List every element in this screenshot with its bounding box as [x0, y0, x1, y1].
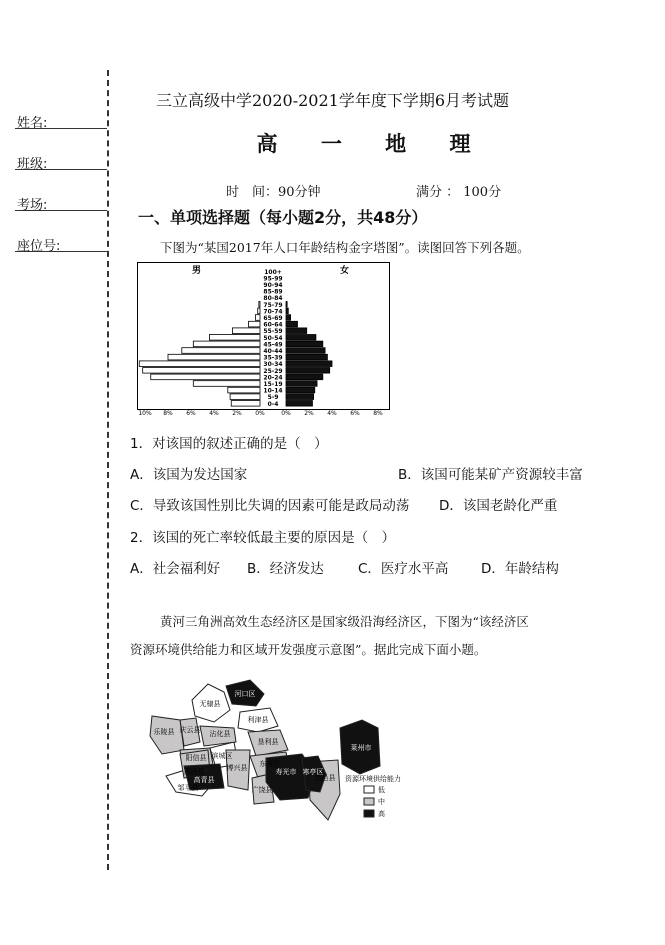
legend-title: 资源环境供给能力	[345, 775, 401, 783]
svg-text:高: 高	[378, 810, 385, 818]
name-label: 姓名:	[17, 116, 48, 131]
age-group-label: 50-54	[263, 334, 283, 342]
male-bar	[182, 348, 260, 354]
male-bar	[258, 308, 260, 314]
female-bar	[286, 368, 330, 374]
svg-text:高青县: 高青县	[193, 776, 215, 784]
age-group-label: 25-29	[263, 367, 283, 375]
age-group-label: 5-9	[267, 394, 279, 402]
population-pyramid	[137, 262, 392, 420]
female-label: 女	[340, 266, 350, 276]
age-group-label: 40-44	[263, 348, 283, 355]
female-bar	[286, 321, 298, 327]
class-field[interactable]	[15, 169, 107, 170]
q1-option-a[interactable]: A．该国为发达国家	[130, 467, 248, 483]
binding-line	[107, 70, 109, 870]
exam-title: 三立高级中学2020-2021学年度下学期6月考试题	[155, 91, 510, 110]
male-bar	[255, 315, 260, 321]
female-bar	[286, 341, 323, 347]
svg-text:寒亭区: 寒亭区	[302, 768, 324, 776]
svg-text:广饶县: 广饶县	[251, 786, 273, 794]
svg-text:邹平县: 邹平县	[177, 784, 199, 792]
male-tick-label: 4%	[209, 410, 219, 417]
male-bar	[143, 368, 260, 374]
svg-text:博兴县: 博兴县	[226, 764, 248, 772]
svg-text:垦利县: 垦利县	[257, 738, 279, 746]
svg-text:寿光市: 寿光市	[275, 768, 297, 776]
svg-text:庆云县: 庆云县	[179, 726, 201, 734]
svg-text:莱州市: 莱州市	[350, 744, 372, 752]
exam-room-label: 考场:	[17, 198, 48, 213]
female-bar	[286, 354, 327, 360]
svg-text:阳信县: 阳信县	[185, 754, 207, 762]
female-bar	[286, 394, 314, 400]
female-tick-label: 2%	[304, 410, 314, 417]
question-2: 2．该国的死亡率较低最主要的原因是（ ）	[130, 530, 396, 546]
female-tick-label: 6%	[350, 410, 360, 417]
exam-score: 满分 ： 100分	[416, 185, 502, 200]
female-tick-label: 4%	[327, 410, 337, 417]
svg-text:沾化县: 沾化县	[209, 730, 231, 738]
svg-text:无棣县: 无棣县	[199, 700, 221, 708]
q2-option-a[interactable]: A．社会福利好	[130, 561, 221, 577]
exam-time: 时 间：90分钟	[226, 185, 321, 200]
age-group-label: 35-39	[263, 354, 283, 362]
male-tick-label: 8%	[163, 410, 173, 417]
map-legend	[364, 786, 385, 818]
female-bar	[286, 348, 325, 354]
age-group-label: 70-74	[263, 308, 283, 316]
svg-text:昌邑县: 昌邑县	[314, 774, 336, 782]
economic-zone-map	[140, 670, 420, 830]
female-bar	[286, 374, 323, 380]
female-bar	[286, 361, 332, 367]
female-tick-label: 0%	[281, 410, 291, 417]
male-bar	[259, 302, 260, 308]
question-1: 1．对该国的叙述正确的是（ ）	[130, 436, 328, 452]
male-bar	[139, 361, 260, 367]
female-bar	[286, 308, 288, 314]
male-tick-label: 0%	[255, 410, 265, 417]
age-group-label: 75-79	[263, 301, 283, 309]
svg-text:滨城区: 滨城区	[211, 752, 233, 760]
svg-text:乐陵县: 乐陵县	[153, 728, 175, 736]
subject-title: 高 一 地 理	[256, 131, 489, 156]
age-group-label: 65-69	[263, 315, 283, 322]
male-bar	[168, 354, 260, 360]
age-group-label: 55-59	[263, 328, 283, 336]
age-group-label: 20-24	[263, 374, 283, 382]
map-intro-line1: 黄河三角洲高效生态经济区是国家级沿海经济区，下图为“该经济区	[160, 614, 529, 629]
male-bar	[151, 374, 260, 380]
male-bar	[228, 387, 260, 393]
age-group-label: 95-99	[263, 275, 283, 283]
male-bar	[249, 321, 261, 327]
map-intro-line2: 资源环境供给能力和区域开发强度示意图”。据此完成下面小题。	[130, 642, 487, 657]
female-bar	[286, 302, 287, 308]
exam-room-field[interactable]	[15, 210, 107, 211]
female-bar	[286, 387, 315, 393]
female-bar	[286, 381, 317, 387]
age-group-label: 30-34	[263, 361, 283, 369]
male-tick-label: 6%	[186, 410, 196, 417]
age-group-label: 100+	[264, 268, 282, 276]
female-bar	[286, 328, 307, 334]
q2-option-d[interactable]: D．年龄结构	[481, 561, 559, 577]
female-bar	[286, 335, 316, 341]
male-label: 男	[192, 266, 202, 276]
male-bar	[231, 401, 260, 407]
svg-text:利津县: 利津县	[247, 716, 269, 724]
age-group-label: 90-94	[263, 282, 283, 289]
male-tick-label: 10%	[138, 410, 152, 417]
age-group-label: 0-4	[267, 400, 279, 408]
seat-field[interactable]	[15, 251, 107, 252]
svg-text:河口区: 河口区	[234, 690, 256, 698]
q1-option-b[interactable]: B．该国可能某矿产资源较丰富	[398, 467, 583, 483]
svg-text:惠民县: 惠民县	[183, 768, 205, 776]
seat-label: 座位号:	[17, 239, 61, 254]
q1-option-c[interactable]: C．导致该国性别比失调的因素可能是政局动荡	[130, 498, 410, 514]
age-group-label: 80-84	[263, 295, 283, 303]
male-tick-label: 2%	[232, 410, 242, 417]
q1-option-d[interactable]: D．该国老龄化严重	[439, 498, 558, 514]
svg-text:低: 低	[378, 786, 385, 794]
age-group-label: 15-19	[263, 381, 283, 388]
age-group-label: 60-64	[263, 321, 283, 329]
q2-option-c[interactable]: C．医疗水平高	[358, 561, 449, 577]
male-bar	[209, 335, 260, 341]
age-group-label: 85-89	[263, 288, 283, 296]
female-tick-label: 8%	[373, 410, 383, 417]
age-group-label: 45-49	[263, 341, 283, 349]
male-bar	[232, 328, 260, 334]
male-bar	[193, 381, 260, 387]
class-label: 班级:	[17, 157, 48, 172]
female-bar	[286, 315, 291, 321]
section-heading: 一、单项选择题（每小题2分，共48分）	[138, 208, 428, 227]
male-bar	[193, 341, 260, 347]
q2-option-b[interactable]: B．经济发达	[247, 561, 324, 577]
pyramid-intro: 下图为“某国2017年人口年龄结构金字塔图”。读图回答下列各题。	[160, 240, 530, 255]
male-bar	[230, 394, 260, 400]
age-group-label: 10-14	[263, 387, 283, 395]
svg-text:东营区: 东营区	[259, 760, 281, 768]
female-bar	[286, 401, 312, 407]
svg-text:中: 中	[378, 798, 385, 806]
